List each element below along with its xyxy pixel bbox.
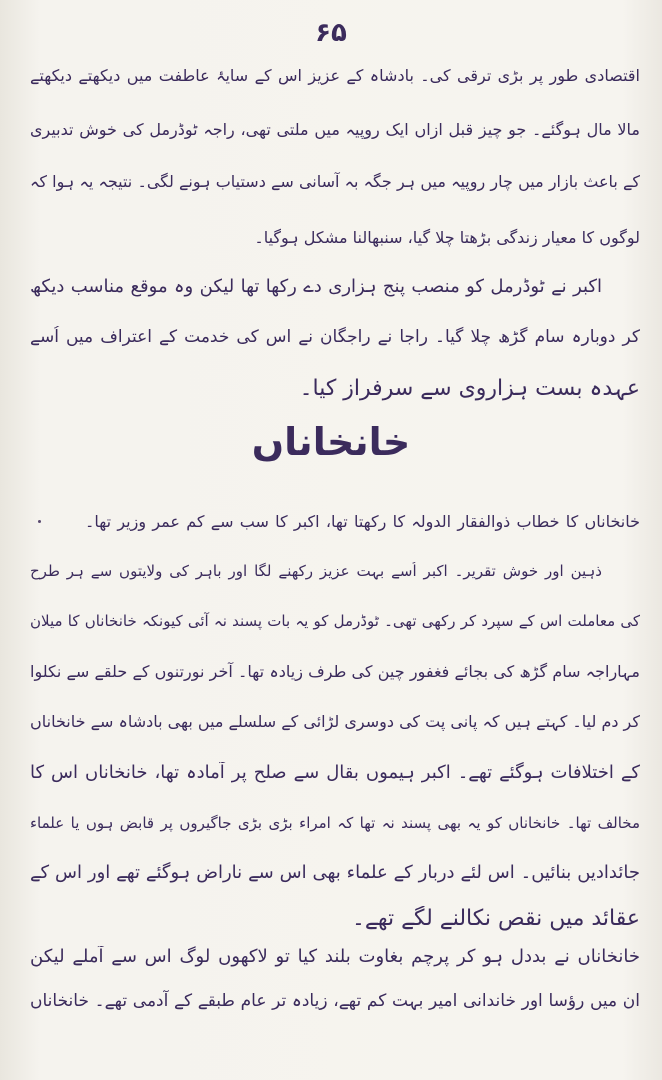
section-heading: خانخاناں <box>251 420 411 464</box>
text-line: مخالف تھا۔ خانخاناں کو یہ بھی پسند نہ تھا کہ امراء بڑی بڑی جاگیروں پر قابض ہوں یا علماء <box>30 814 640 832</box>
text-line: کے اختلافات ہوگئے تھے۔ اکبر ہیموں بقال سے صلح پر آمادہ تھا، خانخاناں اس کا <box>30 762 640 783</box>
text-line: مالا مال ہوگئے۔ جو چیز قبل ازاں ایک روپیہ میں ملتی تھی، راجہ ٹوڈرمل کی خوش تدبیری <box>30 120 640 139</box>
text-line: کے باعث بازار میں چار روپیہ میں ہر جگہ بہ آسانی سے دستیاب ہونے لگی۔ نتیجہ یہ ہوا کہ <box>30 172 640 191</box>
text-line: مہاراجہ سام گڑھ کی بجائے فغفور چین کی طرف زیادہ تھا۔ آخر نورتنوں کے حلقے سے نکلوا <box>30 662 640 681</box>
text-line: ان میں رؤسا اور خاندانی امیر بہت کم تھے، زیادہ تر عام طبقے کے آدمی تھے۔ خانخاناں <box>30 991 640 1011</box>
text-line: خانخاناں کا خطاب ذوالفقار الدولہ کا رکھتا تھا، اکبر کا سب سے کم عمر وزیر تھا۔ <box>85 512 640 531</box>
text-line: ذہین اور خوش تقریر۔ اکبر اُسے بہت عزیز رکھنے لگا اور باہر کی ولایتوں سے ہر طرح <box>30 562 602 580</box>
text-line: عقائد میں نقص نکالنے لگے تھے۔ <box>352 906 640 931</box>
text-line: عہدہ بست ہزاروی سے سرفراز کیا۔ <box>300 376 640 401</box>
ink-speck <box>38 520 41 523</box>
text-line: اقتصادی طور پر بڑی ترقی کی۔ بادشاہ کے عزیز اس کے سایۂ عاطفت میں دیکھتے دیکھتے <box>30 66 640 85</box>
text-line: لوگوں کا معیارِ زندگی بڑھتا چلا گیا، سنبھالنا مشکل ہوگیا۔ <box>254 228 640 247</box>
text-line: کر دم لیا۔ کہتے ہیں کہ پانی پت کی دوسری لڑائی کے سلسلے میں بھی بادشاہ سے خانخاناں <box>30 712 640 731</box>
text-line: خانخاناں نے بددل ہو کر پرچم بغاوت بلند کیا تو لاکھوں لوگ اس سے آملے لیکن <box>30 946 640 967</box>
text-line: جائدادیں بنائیں۔ اس لئے دربار کے علماء بھی اس سے ناراض ہوگئے تھے اور اس کے <box>30 862 640 883</box>
text-line: کی معاملت اس کے سپرد کر رکھی تھی۔ ٹوڈرمل کو یہ بات پسند نہ آئی کیونکہ خانخاناں کا میلان <box>30 612 640 630</box>
text-line: کر دوبارہ سام گڑھ چلا گیا۔ راجا نے راجگان نے اس کی خدمت کے اعتراف میں اُسے <box>30 327 640 347</box>
page-number: ۶۵ <box>315 18 347 48</box>
text-line: اکبر نے ٹوڈرمل کو منصب پنج ہزاری دے رکھا تھا لیکن وہ موقع مناسب دیکھ <box>30 276 602 297</box>
